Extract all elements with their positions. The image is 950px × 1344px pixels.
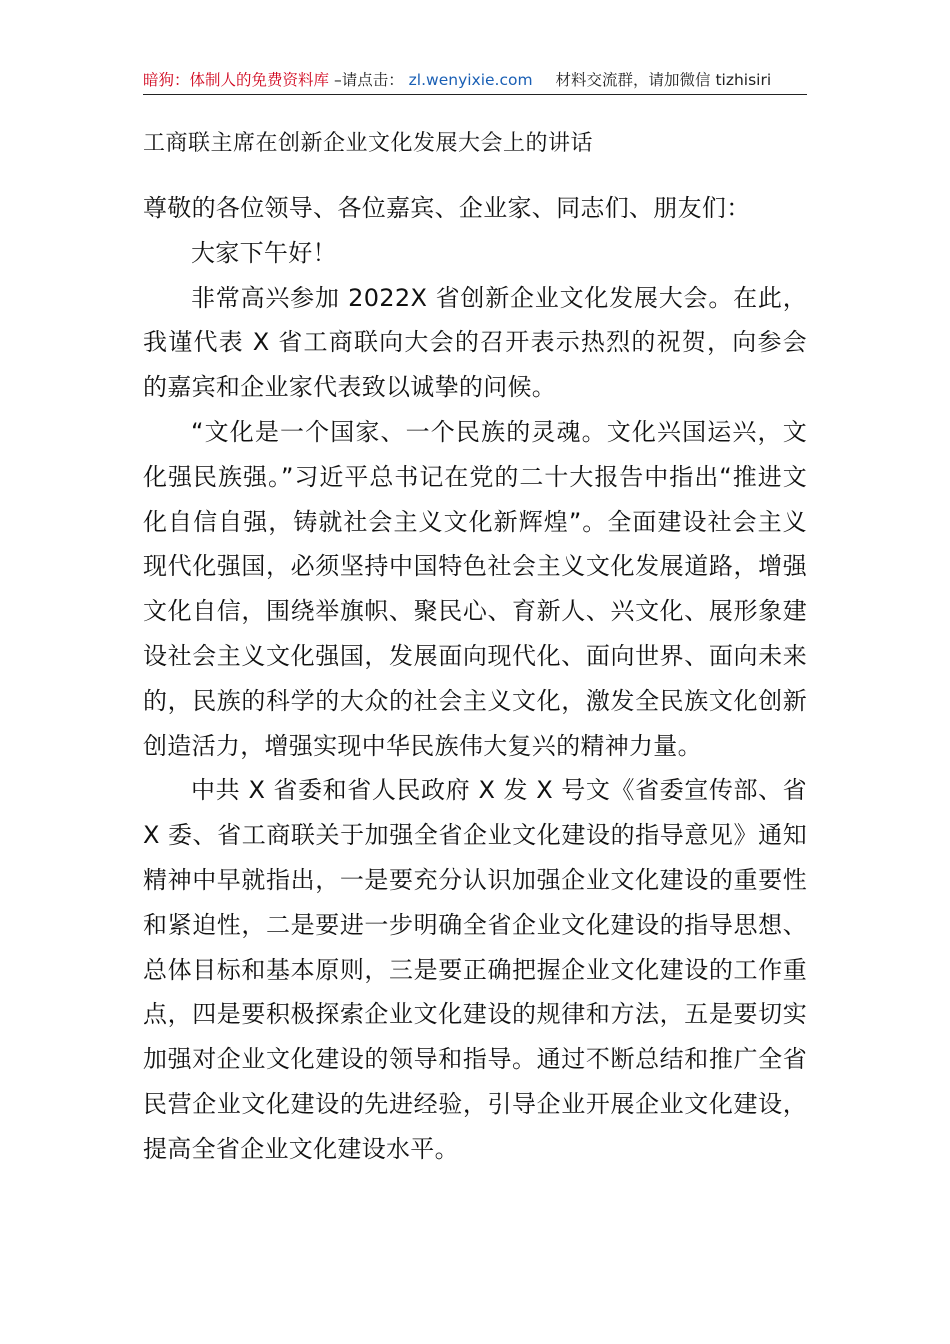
paragraph: 非常高兴参加 2022X 省创新企业文化发展大会。在此，我谨代表 X 省工商联向大会的召开表示热烈的祝贺，向参会的嘉宾和企业家代表致以诚挚的问候。: [143, 283, 807, 402]
page-header: [143, 66, 807, 95]
header-url-link[interactable]: zl.wenyixie.com: [408, 71, 533, 89]
header-brand: 暗狗：体制人的免费资料库: [143, 71, 330, 89]
greeting: 大家下午好！: [191, 238, 337, 267]
paragraph: “文化是一个国家、一个民族的灵魂。文化兴国运兴，文化强民族强。”习近平总书记在党的二十大报告中指出“推进文化自信自强，铸就社会主义文化新辉煌”。全面建设社会主义现代化强国，必须坚持中国特色社会主义文化发展道路，增强文化自信，围绕举旗帜、聚民心、育新人、兴文化、展形象建设社会主义文化强国，发展面向现代化、面向世界、面向未来的，民族的科学的大众的社会主义文化，激发全民族文化创新创造活力，增强实现中华民族伟大复兴的精神力量。: [143, 417, 807, 760]
paragraph: 中共 X 省委和省人民政府 X 发 X 号文《省委宣传部、省 X 委、省工商联关于加强全省企业文化建设的指导意见》通知精神中早就指出，一是要充分认识加强企业文化建设的重要性和紧迫性，二是要进一步明确全省企业文化建设的指导思想、总体目标和基本原则，三是要正确把握企业文化建设的工作重点，四是要积极探索企业文化建设的规律和方法，五是要切实加强对企业文化建设的领导和指导。通过不断总结和推广全省民营企业文化建设的先进经验，引导企业开展企业文化建设，提高全省企业文化建设水平。: [143, 776, 807, 1163]
header-click-prompt: –请点击：: [333, 71, 404, 89]
salutation: 尊敬的各位领导、各位嘉宾、企业家、同志们、朋友们：: [143, 194, 751, 222]
document-body: [143, 186, 807, 1172]
document-title: 工商联主席在创新企业文化发展大会上的讲话: [143, 131, 594, 156]
header-group-note: 材料交流群，请加微信 tizhisiri: [555, 71, 772, 89]
